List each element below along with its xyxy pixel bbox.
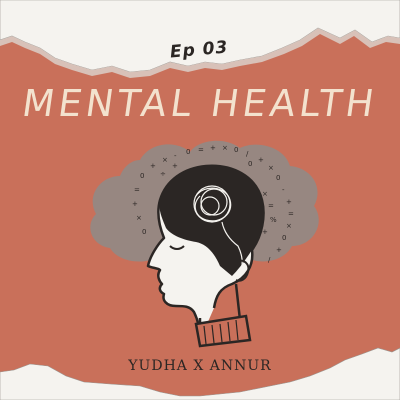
svg-text:÷: ÷ bbox=[160, 170, 166, 178]
svg-text:×: × bbox=[262, 190, 268, 198]
svg-text:0: 0 bbox=[186, 148, 191, 156]
svg-text:/: / bbox=[268, 256, 271, 264]
svg-text:×: × bbox=[268, 164, 274, 172]
svg-text:0: 0 bbox=[248, 160, 253, 168]
svg-text:/: / bbox=[246, 150, 249, 158]
svg-text:=: = bbox=[288, 210, 294, 218]
svg-text:0: 0 bbox=[142, 228, 147, 236]
svg-text:+: + bbox=[258, 156, 264, 164]
host-credit: YUDHA X ANNUR bbox=[128, 358, 272, 374]
svg-text:%: % bbox=[270, 216, 277, 224]
svg-text:-: - bbox=[174, 152, 177, 160]
svg-text:+: + bbox=[150, 162, 156, 170]
svg-text:+: + bbox=[172, 162, 178, 170]
svg-text:+: + bbox=[286, 198, 292, 206]
episode-title: MENTAL HEALTH bbox=[19, 82, 381, 125]
svg-text:×: × bbox=[162, 156, 168, 164]
svg-text:×: × bbox=[222, 144, 228, 152]
svg-text:×: × bbox=[136, 214, 142, 222]
svg-text:-: - bbox=[282, 186, 285, 194]
svg-text:+: + bbox=[276, 246, 282, 254]
svg-text:+: + bbox=[210, 144, 216, 152]
svg-text:=: = bbox=[134, 186, 140, 194]
svg-text:0: 0 bbox=[234, 146, 239, 154]
svg-text:+: + bbox=[262, 228, 268, 236]
svg-text:+: + bbox=[132, 200, 138, 208]
svg-text:×: × bbox=[286, 222, 292, 230]
svg-text:0: 0 bbox=[282, 234, 287, 242]
torn-paper-bottom bbox=[0, 348, 400, 400]
svg-text:=: = bbox=[268, 202, 274, 210]
svg-text:0: 0 bbox=[276, 174, 281, 182]
svg-text:=: = bbox=[198, 146, 204, 154]
episode-label: Ep 03 bbox=[169, 37, 230, 63]
svg-text:0: 0 bbox=[140, 172, 145, 180]
